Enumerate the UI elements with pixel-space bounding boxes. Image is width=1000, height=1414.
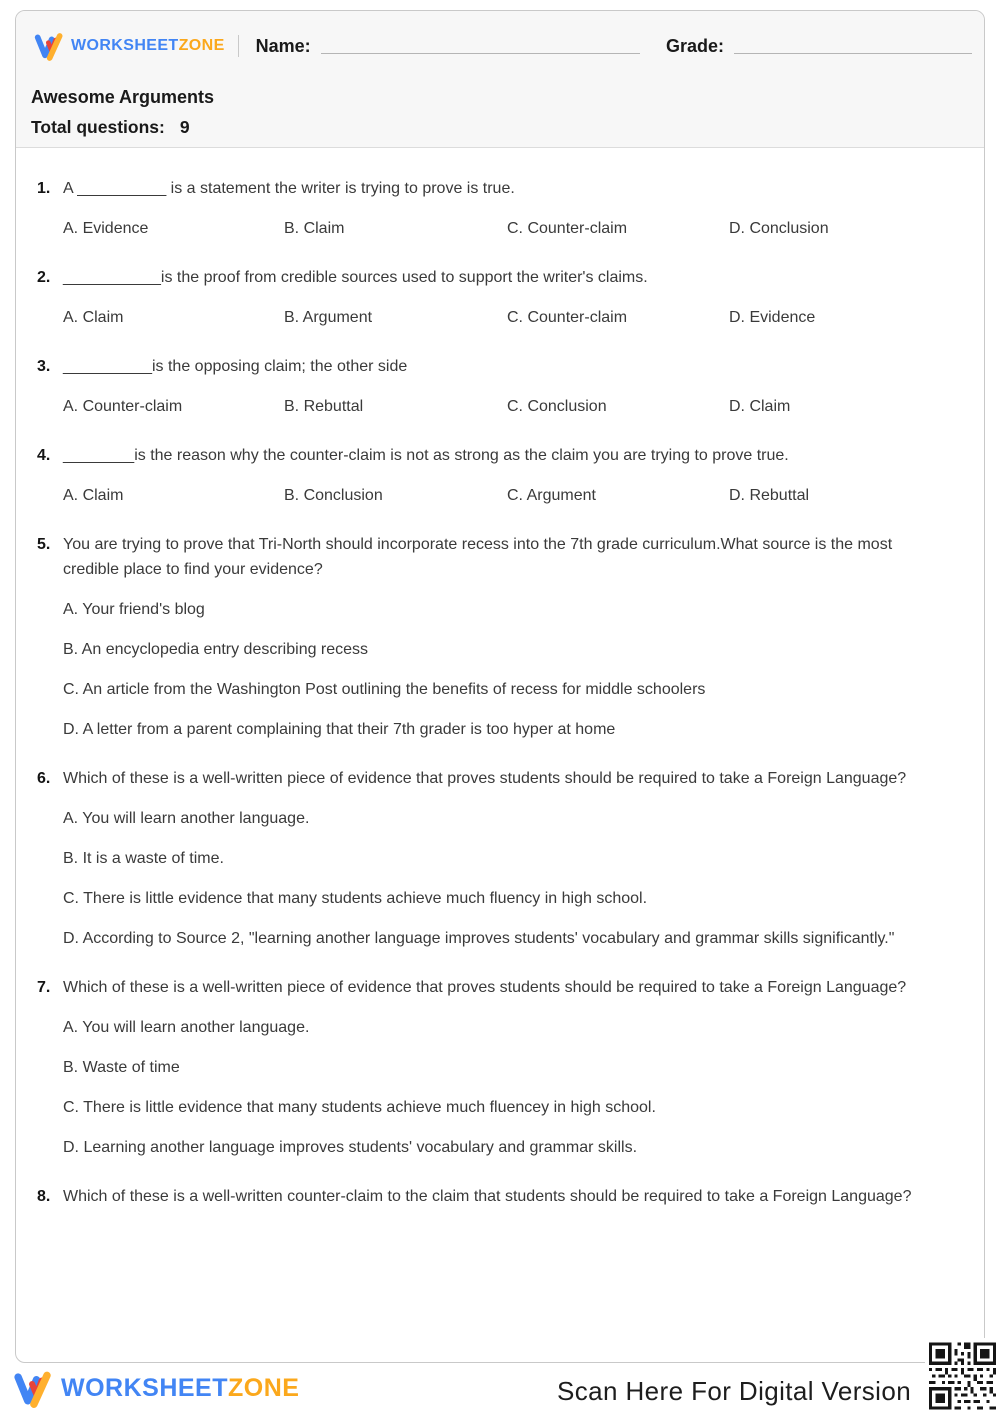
question-7-option-a[interactable]: A. You will learn another language.	[63, 1019, 310, 1036]
question-8-text: Which of these is a well-written counter-claim to the claim that students should be required to take a Foreign Language?	[63, 1188, 912, 1205]
total-questions-label: Total questions:	[31, 117, 165, 137]
question-5-option-d[interactable]: D. A letter from a parent complaining that their 7th grader is too hyper at home	[63, 721, 616, 738]
question-4-number: 4.	[37, 447, 51, 464]
question-6-options	[63, 806, 943, 951]
question-1	[37, 176, 960, 241]
footer-brand-wordmark	[61, 1374, 299, 1403]
question-1-option-b[interactable]: B. Claim	[284, 220, 345, 237]
question-6-option-a[interactable]: A. You will learn another language.	[63, 810, 310, 827]
question-4-option-b[interactable]: B. Conclusion	[284, 487, 383, 504]
question-7	[37, 975, 960, 1160]
question-5-option-c[interactable]: C. An article from the Washington Post outlining the benefits of recess for middle schoolers	[63, 681, 706, 698]
question-3-option-c[interactable]: C. Conclusion	[507, 398, 607, 415]
worksheetzone-logo-icon	[33, 31, 65, 61]
question-3	[37, 354, 960, 419]
question-4-text: ________is the reason why the counter-claim is not as strong as the claim you are trying to prove true.	[63, 447, 789, 464]
grade-label: Grade:	[665, 35, 724, 56]
question-3-option-b[interactable]: B. Rebuttal	[284, 398, 364, 415]
scan-here-text: Scan Here For Digital Version	[557, 1376, 912, 1406]
question-5	[37, 532, 960, 742]
question-7-options	[63, 1015, 943, 1160]
question-2-options	[63, 305, 960, 330]
question-7-option-d[interactable]: D. Learning another language improves students' vocabulary and grammar skills.	[63, 1139, 638, 1156]
question-6-option-d[interactable]: D. According to Source 2, "learning another language improves students' vocabulary and grammar skills significantly."	[63, 930, 895, 947]
question-2-number: 2.	[37, 269, 51, 286]
header	[16, 11, 984, 148]
question-3-option-d[interactable]: D. Claim	[729, 398, 791, 415]
total-questions	[31, 117, 984, 138]
question-7-option-b[interactable]: B. Waste of time	[63, 1059, 180, 1076]
footer-brand-word-zone: ZONE	[228, 1374, 300, 1402]
question-3-option-a[interactable]: A. Counter-claim	[63, 398, 183, 415]
question-2-option-b[interactable]: B. Argument	[284, 309, 373, 326]
worksheetzone-logo-icon	[12, 1369, 54, 1408]
questions-area	[16, 148, 984, 1209]
qr-code-icon	[925, 1338, 1000, 1414]
question-8-number: 8.	[37, 1188, 51, 1205]
question-1-option-c[interactable]: C. Counter-claim	[507, 220, 628, 237]
grade-field-line[interactable]	[734, 38, 972, 54]
question-5-option-b[interactable]: B. An encyclopedia entry describing recess	[63, 641, 369, 658]
question-5-text: You are trying to prove that Tri-North should incorporate recess into the 7th grade curriculum.What source is the most credible place to find your evidence?	[63, 536, 893, 578]
question-2-option-d[interactable]: D. Evidence	[729, 309, 816, 326]
question-3-options	[63, 394, 960, 419]
question-5-number: 5.	[37, 536, 51, 553]
question-2	[37, 265, 960, 330]
question-5-option-a[interactable]: A. Your friend's blog	[63, 601, 205, 618]
question-1-text: A __________ is a statement the writer is trying to prove is true.	[63, 180, 515, 197]
question-4-option-d[interactable]: D. Rebuttal	[729, 487, 810, 504]
header-row	[16, 11, 984, 63]
question-4-option-a[interactable]: A. Claim	[63, 487, 124, 504]
question-1-option-a[interactable]: A. Evidence	[63, 220, 149, 237]
question-7-option-c[interactable]: C. There is little evidence that many students achieve much fluencey in high school.	[63, 1099, 656, 1116]
brand-word-worksheet: WORKSHEET	[71, 37, 179, 54]
question-6-option-c[interactable]: C. There is little evidence that many students achieve much fluency in high school.	[63, 890, 648, 907]
name-label: Name:	[255, 35, 311, 56]
question-7-number: 7.	[37, 979, 51, 996]
question-1-option-d[interactable]: D. Conclusion	[729, 220, 829, 237]
brand-word-zone: ZONE	[178, 37, 225, 54]
question-6	[37, 766, 960, 951]
worksheet-card	[15, 10, 985, 1363]
question-6-option-b[interactable]: B. It is a waste of time.	[63, 850, 224, 867]
question-4-option-c[interactable]: C. Argument	[507, 487, 596, 504]
question-1-number: 1.	[37, 180, 51, 197]
question-2-option-c[interactable]: C. Counter-claim	[507, 309, 628, 326]
question-3-number: 3.	[37, 358, 51, 375]
footer-brand-word-worksheet: WORKSHEET	[61, 1374, 228, 1402]
worksheet-title: Awesome Arguments	[31, 87, 215, 107]
question-3-text: __________is the opposing claim; the other side	[63, 358, 408, 375]
footer	[0, 1366, 1000, 1414]
question-2-text: ___________is the proof from credible sources used to support the writer's claims.	[63, 269, 648, 286]
question-4	[37, 443, 960, 508]
question-6-number: 6.	[37, 770, 51, 787]
header-divider	[238, 35, 239, 57]
footer-brand-logo	[12, 1369, 299, 1408]
name-field-line[interactable]	[321, 38, 640, 54]
question-5-options	[63, 597, 943, 742]
question-1-options	[63, 216, 960, 241]
question-6-text: Which of these is a well-written piece of evidence that proves students should be required to take a Foreign Language?	[63, 770, 907, 787]
brand-wordmark	[71, 37, 225, 55]
brand-logo	[33, 31, 225, 61]
question-7-text: Which of these is a well-written piece of evidence that proves students should be required to take a Foreign Language?	[63, 979, 907, 996]
question-8	[37, 1184, 960, 1209]
question-4-options	[63, 483, 960, 508]
question-2-option-a[interactable]: A. Claim	[63, 309, 124, 326]
total-questions-value: 9	[179, 117, 190, 137]
